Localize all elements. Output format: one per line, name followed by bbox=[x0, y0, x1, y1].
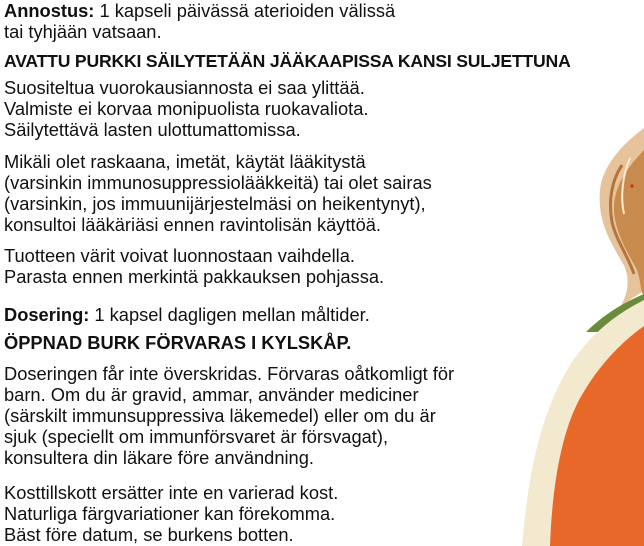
fi-dosage-label: Annostus: bbox=[4, 0, 95, 21]
fi-dosage-line bbox=[4, 0, 395, 22]
fi-note-line: Parasta ennen merkintä pakkauksen pohjassa. bbox=[4, 266, 385, 287]
fi-dosage-line-2: tai tyhjään vatsaan. bbox=[4, 21, 162, 42]
accent-dot bbox=[630, 184, 633, 187]
fi-warning-line: (varsinkin, jos immuunijärjestelmäsi on heikentynyt), bbox=[4, 193, 426, 214]
fi-warning-line: (varsinkin immunosuppressiolääkkeitä) tai olet sairas bbox=[4, 172, 432, 193]
sv-note-line: Naturliga färgvariationer kan förekomma. bbox=[4, 503, 336, 524]
sv-note-line: Bäst före datum, se burkens botten. bbox=[4, 524, 294, 545]
sv-warning-line: (särskilt immunsuppressiva läkemedel) eller om du är bbox=[4, 405, 436, 426]
sv-dosage-text: 1 kapsel dagligen mellan måltider. bbox=[89, 304, 370, 325]
fi-warning-line: Suositeltua vuorokausiannosta ei saa ylittää. bbox=[4, 77, 365, 98]
sv-warning-line: sjuk (speciellt om immunförsvaret är försvagat), bbox=[4, 426, 389, 447]
sv-note-line: Kosttillskott ersätter inte en varierad kost. bbox=[4, 482, 339, 503]
fi-warning-line: Valmiste ei korvaa monipuolista ruokavaliota. bbox=[4, 98, 369, 119]
sv-warning-line: konsultera din läkare före användning. bbox=[4, 447, 314, 468]
fi-dosage-text: 1 kapseli päivässä aterioiden välissä bbox=[94, 0, 396, 21]
fi-storage-heading: AVATTU PURKKI SÄILYTETÄÄN JÄÄKAAPISSA KANSI SULJETTUNA bbox=[4, 51, 571, 71]
sv-storage-heading: ÖPPNAD BURK FÖRVARAS I KYLSKÅP. bbox=[4, 332, 352, 353]
fi-note-line: Tuotteen värit voivat luonnostaan vaihdella. bbox=[4, 245, 355, 266]
sv-dosage-line bbox=[4, 304, 370, 326]
sv-dosage-label: Dosering: bbox=[4, 304, 90, 325]
fi-warning-line: konsultoi lääkäriäsi ennen ravintolisän käyttöä. bbox=[4, 214, 382, 235]
fi-warning-line: Mikäli olet raskaana, imetät, käytät lääkitystä bbox=[4, 151, 366, 172]
sv-warning-line: Doseringen får inte överskridas. Förvaras oåtkomligt för bbox=[4, 363, 455, 384]
fi-warning-line: Säilytettävä lasten ulottumattomissa. bbox=[4, 119, 301, 140]
sv-warning-line: barn. Om du är gravid, ammar, använder mediciner bbox=[4, 384, 419, 405]
